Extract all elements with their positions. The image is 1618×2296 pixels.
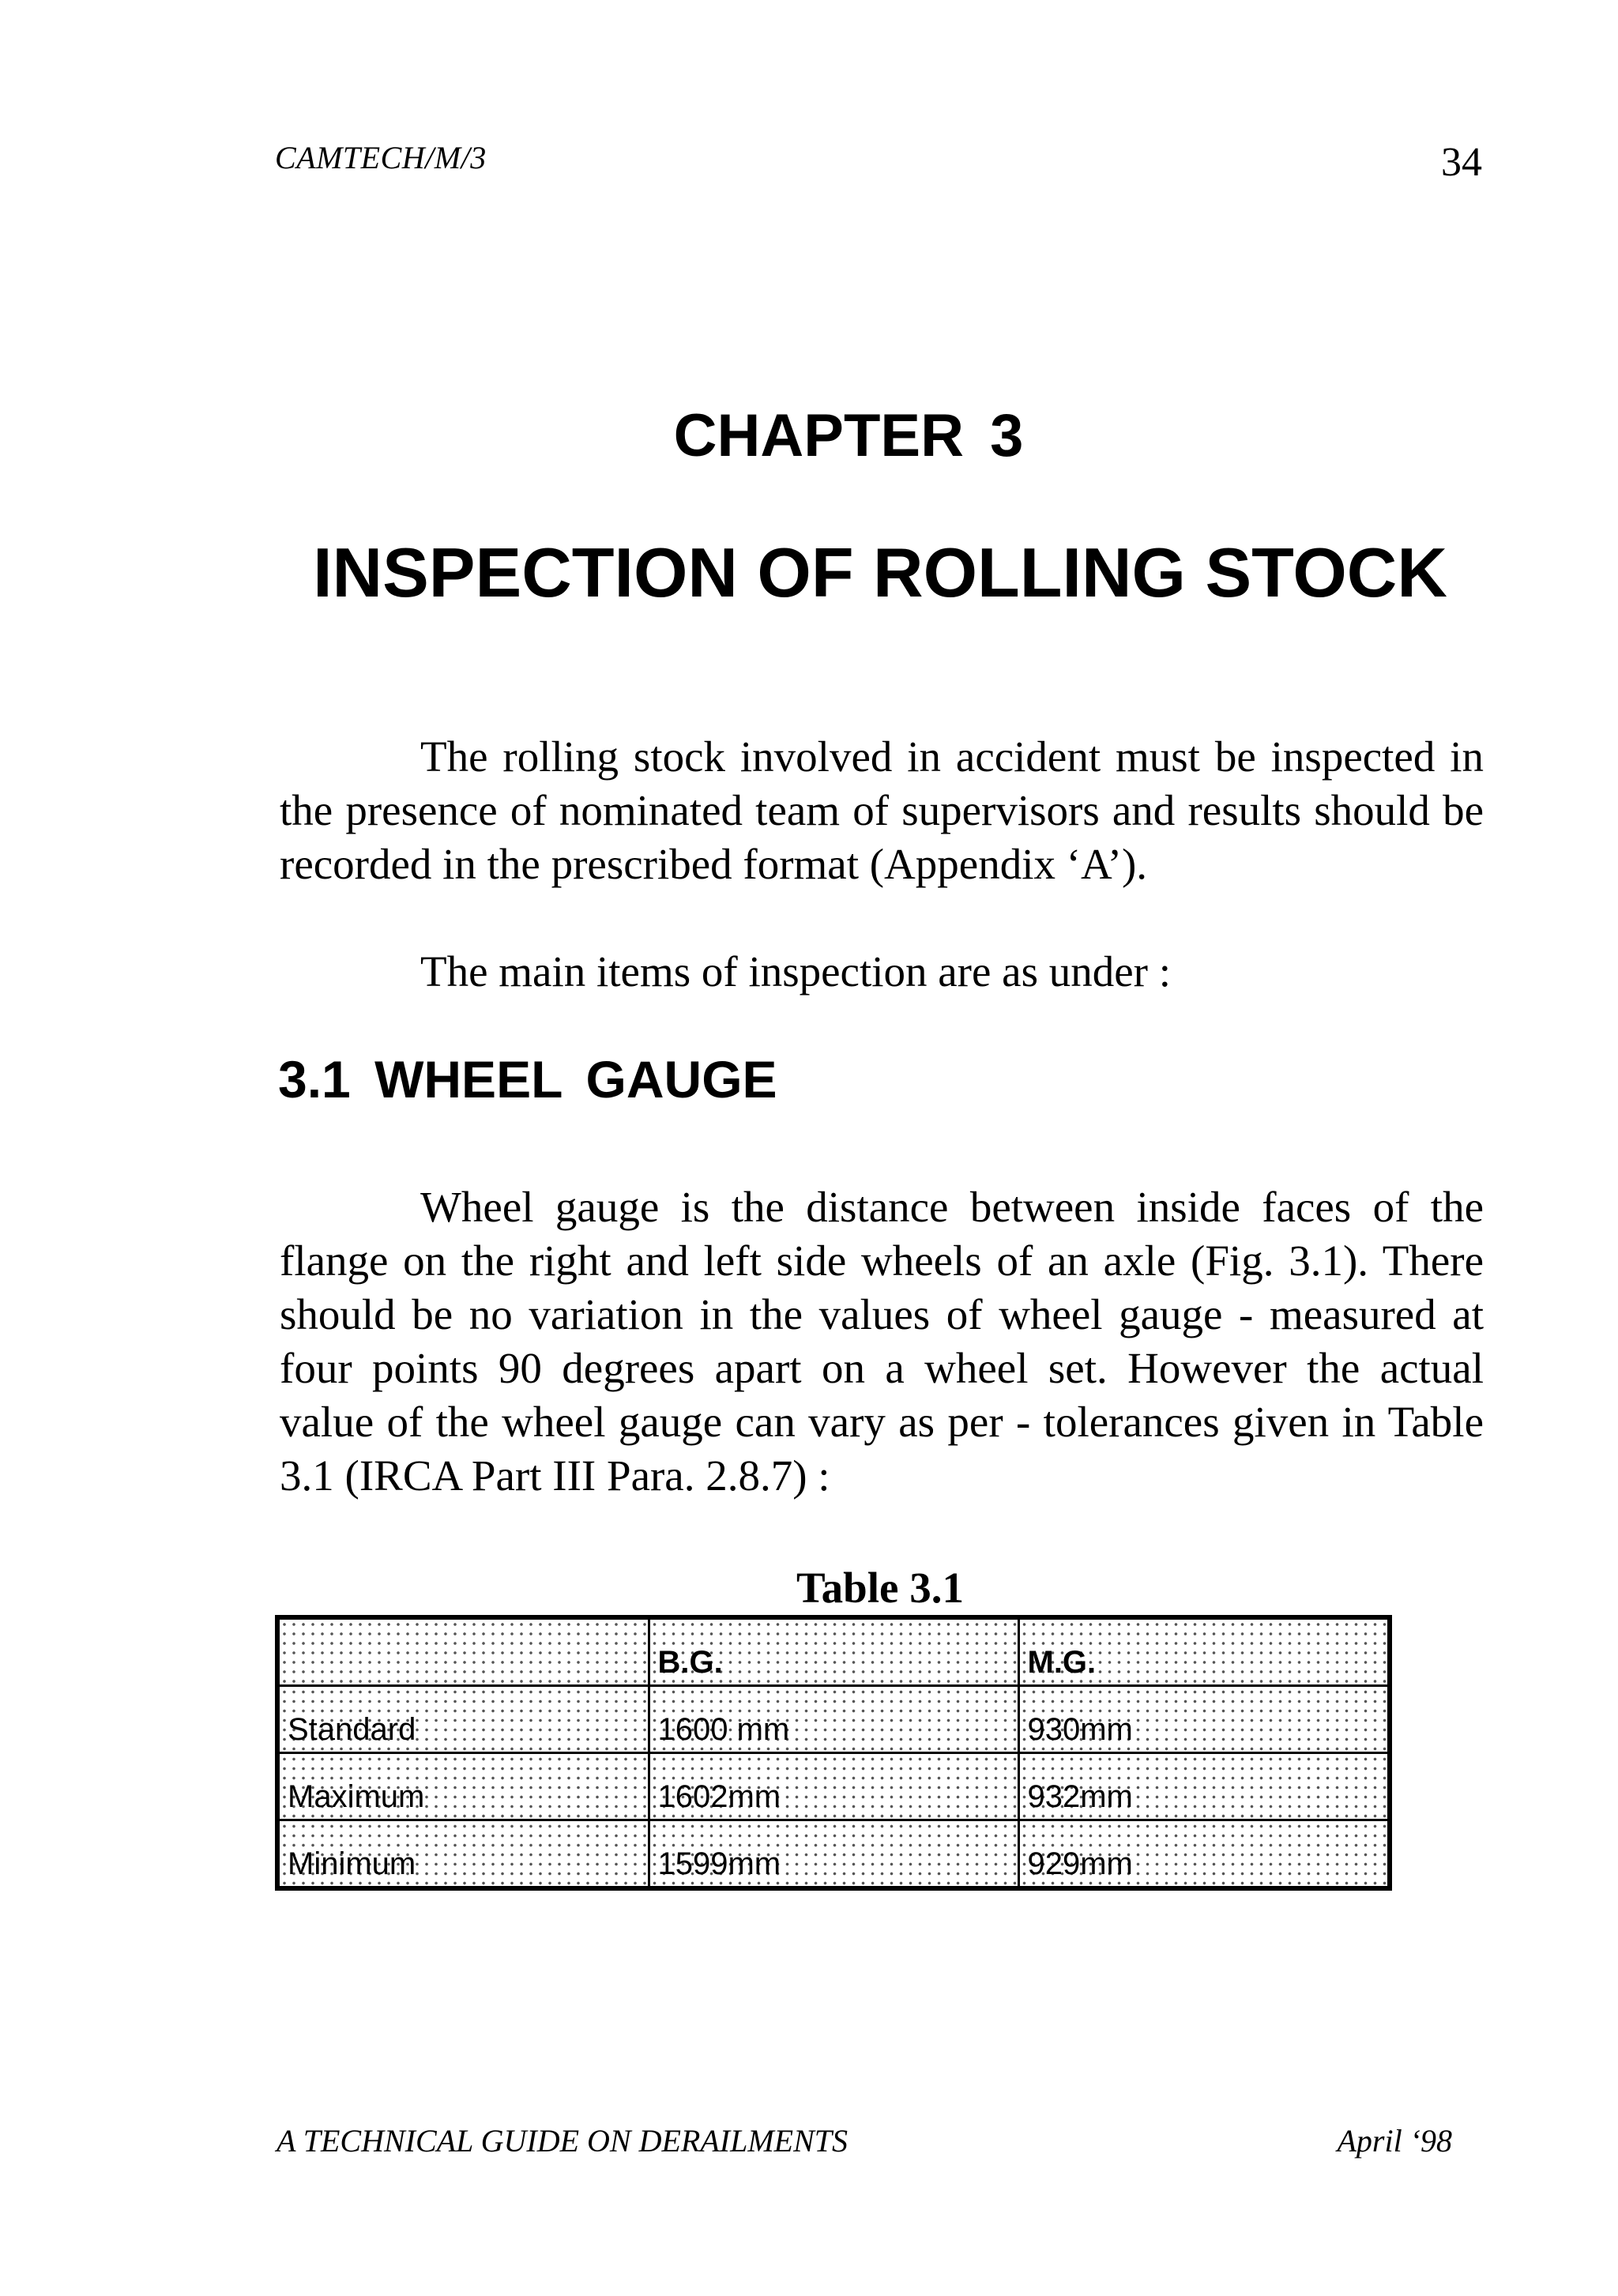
table-row [277,1686,1390,1753]
footer-guide-title: A TECHNICAL GUIDE ON DERAILMENTS [277,2123,849,2159]
table-header-cell: B.G. [649,1617,1018,1686]
chapter-title: INSPECTION OF ROLLING STOCK [313,533,1447,612]
table-row [277,1753,1390,1820]
table-cell: 1600 mm [649,1686,1018,1753]
table-cell: Minimum [277,1820,649,1889]
page-number: 34 [1441,140,1482,185]
table-cell: 930mm [1018,1686,1390,1753]
table-row [277,1820,1390,1889]
document-code: CAMTECH/M/3 [275,140,487,175]
table-cell: 929mm [1018,1820,1390,1889]
table-cell: Maximum [277,1753,649,1820]
footer-date: April ‘98 [1337,2123,1452,2159]
intro-paragraph: The rolling stock involved in accident must be inspected in the presence of nominated team of supervisors and results should be recorded in the prescribed format (Appendix ‘A’). [280,732,1484,888]
table-header-cell: M.G. [1018,1617,1390,1686]
table-cell: Standard [277,1686,649,1753]
table-header-cell [277,1617,649,1686]
table-cell: 1602mm [649,1753,1018,1820]
section-heading: 3.1 WHEEL GAUGE [278,1050,777,1108]
table-cell: 1599mm [649,1820,1018,1889]
chapter-number: CHAPTER 3 [673,402,1024,469]
table-header-row [277,1617,1390,1686]
table-caption: Table 3.1 [796,1564,964,1612]
table-cell: 932mm [1018,1753,1390,1820]
wheel-gauge-table [275,1615,1392,1891]
items-paragraph: The main items of inspection are as under : [420,947,1171,996]
section-paragraph: Wheel gauge is the distance between inside faces of the flange on the right and left side wheels of an axle (Fig. 3.1). There should be no variation in the values of wheel gauge - measured at four points 90 degrees apart on a wheel set. However the actual value of the wheel gauge can vary as per - tolerances given in Table 3.1 (IRCA Part III Para. 2.8.7) : [280,1183,1484,1500]
